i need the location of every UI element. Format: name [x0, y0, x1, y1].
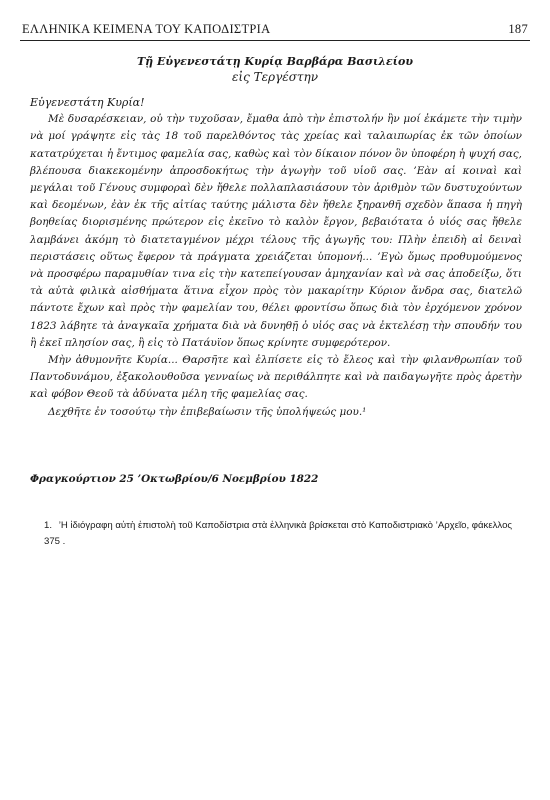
- paragraph-3: Δεχθῆτε ἐν τοσούτῳ τὴν ἐπιβεβαίωσιν τῆς ὑπολήψεώς μου.¹: [48, 405, 367, 418]
- greeting: Εὐγενεστάτη Κυρία!: [30, 96, 145, 109]
- footnote-text: ’Η ἰδιόγραφη αὐτὴ ἐπιστολὴ τοῦ Καποδίστρια στὰ ἑλληνικὰ βρίσκεται στὸ Καποδιστριακὸ ’Αρχεῖο, φάκελλος 375 .: [44, 520, 513, 547]
- running-title: ΕΛΛΗΝΙΚΑ ΚΕΙΜΕΝΑ ΤΟΥ ΚΑΠΟΔΙΣΤΡΙΑ: [22, 22, 271, 36]
- page-number: 187: [508, 22, 528, 36]
- footnote: [44, 518, 522, 549]
- paragraph-1: Μὲ δυσαρέσκειαν, οὐ τὴν τυχοῦσαν, ἔμαθα ἀπὸ τὴν ἐπιστολήν ἣν μοί ἐκάμετε τὴν τιμὴν νὰ μοί γράψητε εἰς τὰς 18 τοῦ παρελθόντος τὰς χρείας καὶ ταλαιπωρίας ἐκ τῶν ὁποίων κατατρύχεται ἡ ἔντιμος φαμελία σας, καθὼς καὶ τὸν δίκαιον πόνον ὃν ὑποφέρη ἡ ψυχή σας, βλέπουσα διακεκομένην ἀπροσδοκήτως τὴν ἀγωγὴν τοῦ υἱοῦ σας. ’Εὰν αἱ κοιναὶ καὶ μεγάλαι τοῦ Γένους συμφοραὶ δὲν ἤθελε πολλαπλασιάσουν τὸν ἀριθμὸν τῶν δυστυχούντων καὶ δεομένων, ἐὰν ἐκ τῆς αἰτίας ταύτης μάλιστα δὲν ἤθελε ξηρανθῆ σχεδὸν ἅπασα ἡ πηγὴ βοηθείας διορισμένης πρώτερον εἰς ἐκεῖνο τὸ καλὸν ἔργον, βεβαιότατα ὁ υἱός σας ἤθελε λαμβάνει ἀκόμη τὸ διατεταγμένον μέχρι τέλους τῆς ἀγωγῆς του: Πλὴν ἐπειδὴ αἱ δειναὶ περιστάσεις οὕτως ἔφερον τὰ πράγματα χρειάζεται ὑπομονή... ’Εγὼ ὅμως προθυμούμενος νὰ προσφέρω παραμυθίαν τινα εἰς τὴν κατεπείγουσαν ἀμηχανίαν καὶ νὰ σας ἀποδείξω, ὅτι τὰ αὐτὰ φιλικὰ αἰσθήματα ἅτινα εἶχον πρὸς τὸν μακαρίτην Κύριον ἄνδρα σας, διατελῶ πάντοτε ἔχων καὶ πρὸς τὴν φαμελίαν του, θέλει φροντίσω ὅπως διὰ τὸν ἐρχόμενον χρόνον 1823 λάβητε τὰ ἀναγκαῖα χρήματα διὰ νὰ δυνηθῇ ὁ υἱός σας νὰ ἐκτελέσῃ τὴν σπουδήν του ἢ ἐκεῖ πλησίον σας, ἢ εἰς τὸ Πατάυϊον ὅπως κρίνητε συμφερότερον.: [30, 113, 522, 349]
- letter-body: [30, 94, 522, 421]
- addressee-line: Τῇ Εὐγενεστάτῃ Κυρίᾳ Βαρβάρα Βασιλείου: [137, 55, 413, 68]
- letter-date: Φραγκούρτιον 25 ’Οκτωβρίου/6 Νοεμβρίου 1822: [30, 473, 319, 485]
- footnote-number: 1.: [44, 520, 53, 531]
- running-header: [22, 22, 528, 37]
- paragraph-2: Μὴν ἀθυμονῆτε Κυρία... Θαρσῆτε καὶ ἐλπίσετε εἰς τὸ ἔλεος καὶ τὴν φιλανθρωπίαν τοῦ Παντοδυνάμου, ἐξακολουθοῦσα γενναίως νὰ περιθάλπητε καὶ νὰ παιδαγωγῆτε πρὸς ἀρετὴν καὶ φόβον Θεοῦ τὰ ἀδύνατα μέλη τῆς φαμελίας σας.: [30, 354, 522, 401]
- place-line: εἰς Τεργέστην: [231, 70, 319, 84]
- header-rule: [20, 40, 530, 41]
